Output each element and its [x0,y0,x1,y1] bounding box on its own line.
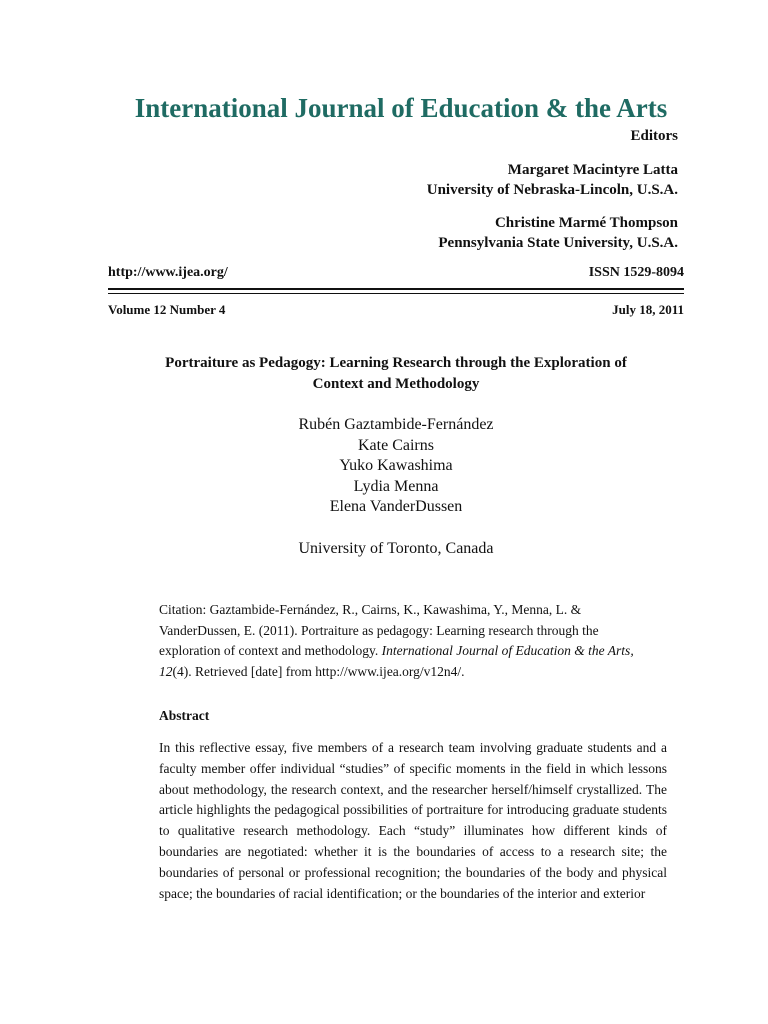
citation-suffix: (4). Retrieved [date] from http://www.ijea.org/v12n4/. [172,663,465,679]
header-rule-thick [108,288,684,290]
journal-title: International Journal of Education & the Arts [134,93,668,123]
citation-volume: 12 [159,663,173,679]
abstract-heading: Abstract [159,708,210,723]
volume-number: Volume 12 Number 4 [108,302,226,317]
abstract-body: In this reflective essay, five members of a research team involving graduate students and a faculty member offer individual “studies” of specific moments in the field in which lessons about methodology, the research context, and the researcher herself/himself crystallized. The article highlights the pedagogical possibilities of portraiture for introducing graduate students to qualitative research methodology. Each “study” illuminates how different kinds of boundaries are negotiated: whether it is the boundaries of access to a research site; the boundaries of personal or professional recognition; the boundaries of the body and physical space; the boundaries of racial identification; or the boundaries of the interior and exterior [159,740,667,901]
citation-separator: , [630,643,634,658]
citation-text: Citation: Gaztambide-Fernández, R., Cairns, K., Kawashima, Y., Menna, L. & VanderDussen, E. (2011). Portraiture as pedagogy: Learning research through the exploration of context and methodology. [159,602,599,658]
author-name: Kate Cairns [358,436,434,454]
author-affiliation: University of Toronto, Canada [298,540,494,557]
paper-title-line-2: Context and Methodology [312,376,480,392]
author-name: Lydia Menna [353,477,439,495]
paper-title [108,353,684,395]
author-list [108,415,684,518]
citation-block [159,600,659,682]
journal-issn: ISSN 1529-8094 [588,265,684,280]
citation-journal: International Journal of Education & the Arts [381,643,631,658]
editor-2-affiliation: Pennsylvania State University, U.S.A. [438,235,678,251]
issue-info-row [108,302,684,318]
author-name: Yuko Kawashima [339,457,453,474]
editor-2-name: Christine Marmé Thompson [494,215,678,231]
issue-date: July 18, 2011 [612,302,684,317]
editor-1 [427,160,678,200]
author-name: Rubén Gaztambide-Fernández [298,416,494,433]
paper-title-line-1: Portraiture as Pedagogy: Learning Research through the Exploration of [165,355,627,371]
editor-2 [438,213,678,253]
author-name: Elena VanderDussen [329,498,463,515]
editors-label: Editors [630,128,678,144]
journal-url-link[interactable]: http://www.ijea.org/ [108,265,228,280]
editor-1-affiliation: University of Nebraska-Lincoln, U.S.A. [426,182,678,198]
header-rule-thin [108,293,684,294]
editor-1-name: Margaret Macintyre Latta [507,162,678,178]
journal-info-row [108,265,684,281]
